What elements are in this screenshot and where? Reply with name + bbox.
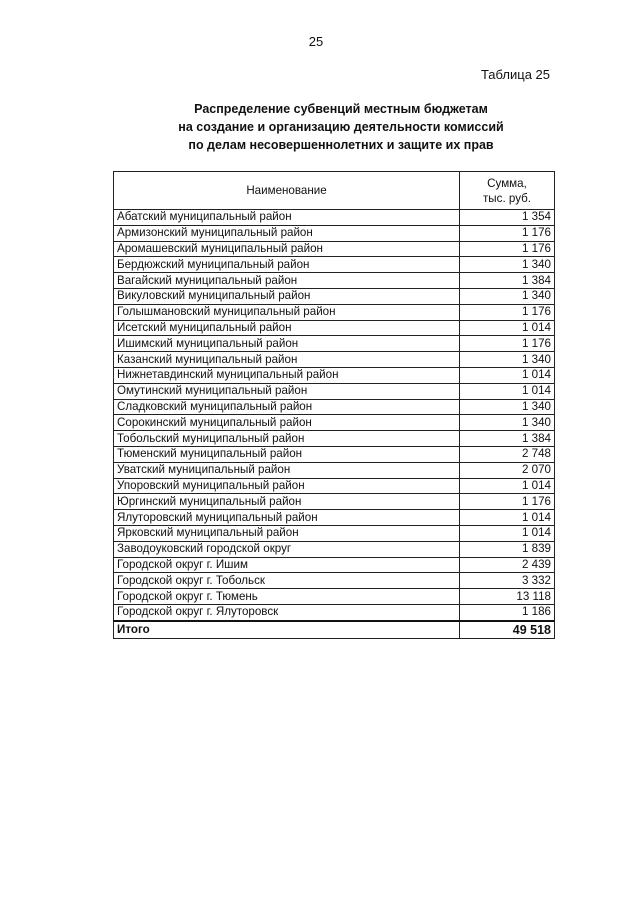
table-row xyxy=(114,304,555,320)
table-row xyxy=(114,320,555,336)
row-name: Казанский муниципальный район xyxy=(114,352,460,368)
row-name: Тюменский муниципальный район xyxy=(114,446,460,462)
row-name: Омутинский муниципальный район xyxy=(114,383,460,399)
title-line-2: на создание и организацию деятельности комиссий xyxy=(178,120,504,134)
row-name: Бердюжский муниципальный район xyxy=(114,257,460,273)
row-name: Армизонский муниципальный район xyxy=(114,225,460,241)
row-sum: 1 176 xyxy=(460,241,555,257)
table-title xyxy=(0,100,640,154)
total-row xyxy=(114,621,555,639)
header-sum-line2: тыс. руб. xyxy=(483,191,531,205)
table-row xyxy=(114,446,555,462)
table-row xyxy=(114,257,555,273)
row-sum: 1 340 xyxy=(460,352,555,368)
row-name: Вагайский муниципальный район xyxy=(114,273,460,289)
row-sum: 1 014 xyxy=(460,320,555,336)
row-name: Абатский муниципальный район xyxy=(114,210,460,226)
table-row xyxy=(114,225,555,241)
title-line-3: по делам несовершеннолетних и защите их прав xyxy=(188,138,494,152)
row-sum: 1 176 xyxy=(460,225,555,241)
row-name: Заводоуковский городской округ xyxy=(114,541,460,557)
row-name: Викуловский муниципальный район xyxy=(114,288,460,304)
table-row xyxy=(114,541,555,557)
row-name: Исетский муниципальный район xyxy=(114,320,460,336)
table-row xyxy=(114,510,555,526)
row-name: Городской округ г. Ишим xyxy=(114,557,460,573)
row-sum: 1 340 xyxy=(460,415,555,431)
table-row xyxy=(114,288,555,304)
row-sum: 1 340 xyxy=(460,257,555,273)
row-sum: 1 014 xyxy=(460,367,555,383)
row-sum: 1 340 xyxy=(460,399,555,415)
table-row xyxy=(114,431,555,447)
page-number: 25 xyxy=(308,34,324,49)
table-row xyxy=(114,273,555,289)
row-name: Городской округ г. Ялуторовск xyxy=(114,604,460,620)
table-row xyxy=(114,241,555,257)
row-sum: 1 014 xyxy=(460,510,555,526)
table-row xyxy=(114,210,555,226)
row-sum: 2 748 xyxy=(460,446,555,462)
table-label: Таблица 25 xyxy=(480,67,550,82)
table-row xyxy=(114,478,555,494)
row-sum: 2 070 xyxy=(460,462,555,478)
header-sum-line1: Сумма, xyxy=(487,176,527,190)
total-sum: 49 518 xyxy=(460,621,555,639)
table-row xyxy=(114,525,555,541)
row-sum: 1 014 xyxy=(460,383,555,399)
row-sum: 1 014 xyxy=(460,478,555,494)
header-name: Наименование xyxy=(114,172,460,210)
table-row xyxy=(114,573,555,589)
row-name: Тобольский муниципальный район xyxy=(114,431,460,447)
row-name: Ялуторовский муниципальный район xyxy=(114,510,460,526)
row-name: Аромашевский муниципальный район xyxy=(114,241,460,257)
row-name: Сладковский муниципальный район xyxy=(114,399,460,415)
total-label: Итого xyxy=(114,621,460,639)
row-sum: 1 340 xyxy=(460,288,555,304)
table-row xyxy=(114,557,555,573)
table-row xyxy=(114,589,555,605)
row-sum: 2 439 xyxy=(460,557,555,573)
row-name: Ишимский муниципальный район xyxy=(114,336,460,352)
row-name: Уватский муниципальный район xyxy=(114,462,460,478)
row-name: Городской округ г. Тюмень xyxy=(114,589,460,605)
table-row xyxy=(114,352,555,368)
table-row xyxy=(114,415,555,431)
row-sum: 1 384 xyxy=(460,273,555,289)
header-sum xyxy=(460,172,555,210)
table-row xyxy=(114,494,555,510)
row-sum: 1 839 xyxy=(460,541,555,557)
title-line-1: Распределение субвенций местным бюджетам xyxy=(194,102,488,116)
row-sum: 1 176 xyxy=(460,336,555,352)
table-row xyxy=(114,383,555,399)
table-row xyxy=(114,604,555,620)
table-row xyxy=(114,462,555,478)
row-sum: 13 118 xyxy=(460,589,555,605)
row-name: Упоровский муниципальный район xyxy=(114,478,460,494)
table-row xyxy=(114,336,555,352)
row-name: Ярковский муниципальный район xyxy=(114,525,460,541)
row-sum: 1 354 xyxy=(460,210,555,226)
row-sum: 3 332 xyxy=(460,573,555,589)
table-row xyxy=(114,367,555,383)
row-name: Юргинский муниципальный район xyxy=(114,494,460,510)
row-name: Сорокинский муниципальный район xyxy=(114,415,460,431)
row-sum: 1 176 xyxy=(460,494,555,510)
row-name: Городской округ г. Тобольск xyxy=(114,573,460,589)
subvention-table xyxy=(113,171,555,639)
row-sum: 1 176 xyxy=(460,304,555,320)
row-sum: 1 384 xyxy=(460,431,555,447)
row-name: Нижнетавдинский муниципальный район xyxy=(114,367,460,383)
row-sum: 1 014 xyxy=(460,525,555,541)
table-header-row xyxy=(114,172,555,210)
row-name: Голышмановский муниципальный район xyxy=(114,304,460,320)
row-sum: 1 186 xyxy=(460,604,555,620)
table-row xyxy=(114,399,555,415)
